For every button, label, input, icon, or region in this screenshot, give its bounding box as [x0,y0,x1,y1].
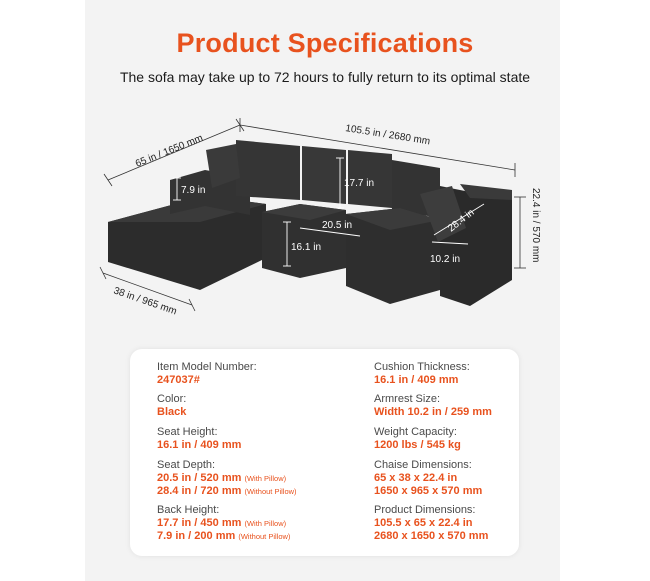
spec-back-height-note-2: (Without Pillow) [238,532,291,541]
spec-back-height-value-1: 17.7 in / 450 mm [157,517,242,529]
spec-seat-depth-label: Seat Depth: [157,459,216,471]
spec-color-label: Color: [157,393,187,405]
spec-chaise [374,459,482,498]
spec-chaise-value-2: 1650 x 965 x 570 mm [374,485,483,497]
spec-seat-height [157,426,241,452]
spec-seat-height-value: 16.1 in / 409 mm [157,439,242,451]
spec-back-height-value-2: 7.9 in / 200 mm [157,530,236,542]
spec-weight-value: 1200 lbs / 545 kg [374,439,461,451]
spec-seat-depth-value-1: 20.5 in / 520 mm [157,472,242,484]
spec-product-value-2: 2680 x 1650 x 570 mm [374,530,489,542]
specs-card [130,349,519,556]
spec-seat-depth-line-2 [157,485,297,498]
spec-product [374,504,488,543]
spec-armrest-value: Width 10.2 in / 259 mm [374,406,492,418]
spec-seat-depth [157,459,297,498]
spec-seat-depth-value-2: 28.4 in / 720 mm [157,485,242,497]
spec-product-value-1: 105.5 x 65 x 22.4 in [374,517,473,529]
spec-back-height-note-1: (With Pillow) [244,519,287,528]
spec-model-value: 247037# [157,374,200,386]
dim-armrest-height-small: 7.9 in [181,185,206,196]
spec-model-label: Item Model Number: [157,361,257,373]
dim-seat-height: 16.1 in [291,242,322,253]
dim-width-total: 105.5 in / 2680 mm [344,123,431,148]
spec-back-height-label: Back Height: [157,504,220,516]
spec-product-label: Product Dimensions: [374,504,476,516]
spec-cushion [374,361,470,387]
spec-back-height [157,504,290,543]
spec-seat-depth-note-1: (With Pillow) [244,474,287,483]
dim-depth-total: 65 in / 1650 mm [134,132,205,170]
spec-back-height-line-2 [157,530,290,543]
spec-color [157,393,186,419]
page-title: Product Specifications [176,28,474,58]
spec-weight [374,426,461,452]
spec-chaise-label: Chaise Dimensions: [374,459,472,471]
spec-color-value: Black [157,406,187,418]
dim-height-total: 22.4 in / 570 mm [530,188,541,263]
page-subtitle: The sofa may take up to 72 hours to fully return to its optimal state [119,69,531,85]
spec-weight-label: Weight Capacity: [374,426,457,438]
dim-armrest-width: 10.2 in [430,254,461,265]
spec-seat-height-label: Seat Height: [157,426,218,438]
dim-seat-depth: 20.5 in [322,220,353,231]
spec-seat-depth-note-2: (Without Pillow) [244,487,297,496]
spec-cushion-label: Cushion Thickness: [374,361,470,373]
spec-cushion-value: 16.1 in / 409 mm [374,374,459,386]
spec-back-height-line-1 [157,517,290,530]
spec-armrest-label: Armrest Size: [374,393,441,405]
dim-back-height: 17.7 in [344,178,375,189]
spec-armrest [374,393,492,419]
spec-seat-depth-line-1 [157,472,297,485]
spec-chaise-value-1: 65 x 38 x 22.4 in [374,472,458,484]
dim-armrest-depth: 28.4 in [446,207,477,235]
dim-chaise-width: 38 in / 965 mm [112,285,179,318]
spec-model [157,361,257,387]
